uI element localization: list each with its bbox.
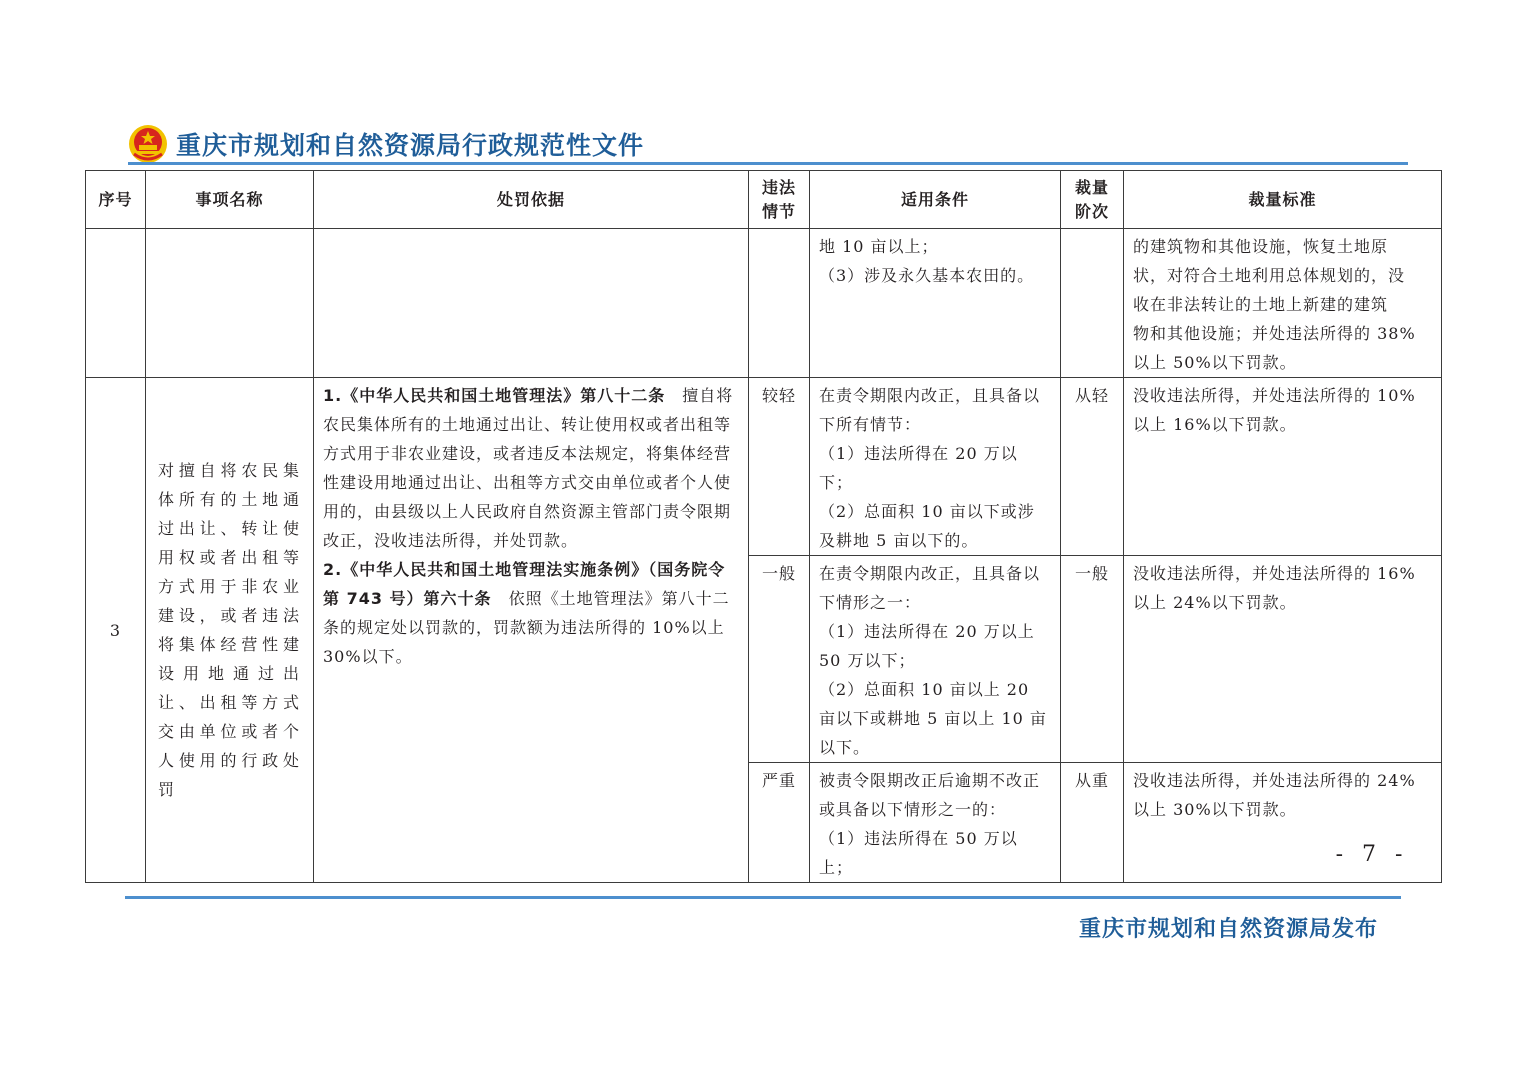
item-seq: 3 bbox=[86, 378, 146, 883]
footer-publisher: 重庆市规划和自然资源局发布 bbox=[1078, 917, 1378, 942]
col-header-seq: 序号 bbox=[86, 171, 146, 229]
document-header bbox=[128, 120, 644, 168]
tier-cell bbox=[1061, 763, 1124, 883]
header-rule bbox=[128, 162, 1408, 165]
cell-empty bbox=[1061, 229, 1124, 378]
condition-line: （1）违法所得在 50 万以上； bbox=[819, 829, 1018, 877]
standard-line: 收在非法转让的土地上新建的建筑 bbox=[1133, 295, 1389, 314]
cell-condition bbox=[810, 229, 1061, 378]
table-header-row bbox=[86, 171, 1442, 229]
item-basis bbox=[314, 378, 748, 671]
standard-text: 没收违法所得，并处违法所得的 16%以上 24%以下罚款。 bbox=[1133, 564, 1416, 612]
col-header-basis: 处罚依据 bbox=[314, 171, 749, 229]
circumstance-text: 一般 bbox=[761, 564, 796, 583]
standard-line: 状，对符合土地利用总体规划的，没 bbox=[1133, 266, 1406, 285]
tier-cell bbox=[1061, 378, 1124, 556]
tier-cell bbox=[1061, 556, 1124, 763]
col-header-circumstance-text: 违法 情节 bbox=[761, 177, 796, 221]
col-header-tier bbox=[1061, 171, 1124, 229]
condition-line: （1）违法所得在 20 万以下； bbox=[819, 444, 1018, 492]
basis-title: 2.《中华人民共和国土地管理法实施条例》（国务院令第 743 号）第六十条 bbox=[323, 560, 726, 608]
basis-title: 1.《中华人民共和国土地管理法》第八十二条 bbox=[323, 386, 666, 405]
item-name-cell bbox=[146, 378, 314, 883]
condition-line: （2）总面积 10 亩以下或涉及耕地 5 亩以下的。 bbox=[819, 502, 1035, 550]
circumstance-text: 严重 bbox=[761, 771, 796, 790]
col-header-name: 事项名称 bbox=[146, 171, 314, 229]
header-title: 重庆市规划和自然资源局行政规范性文件 bbox=[176, 131, 645, 160]
condition-line: 在责令期限内改正，且具备以下情形之一： bbox=[819, 564, 1041, 612]
national-emblem-icon bbox=[128, 124, 168, 164]
condition-cell bbox=[810, 378, 1061, 556]
condition-line: （3）涉及永久基本农田的。 bbox=[819, 266, 1035, 285]
standard-line: 的建筑物和其他设施，恢复土地原 bbox=[1133, 237, 1389, 256]
tier-text: 一般 bbox=[1074, 564, 1109, 583]
condition-text bbox=[810, 229, 1060, 290]
circumstance-cell bbox=[749, 763, 810, 883]
circumstance-cell bbox=[749, 378, 810, 556]
cell-empty bbox=[314, 229, 749, 378]
circumstance-cell bbox=[749, 556, 810, 763]
col-header-tier-text: 裁量 阶次 bbox=[1074, 177, 1109, 221]
condition-line: 在责令期限内改正，且具备以下所有情节： bbox=[819, 386, 1041, 434]
standard-cell bbox=[1124, 378, 1442, 556]
condition-line: 被责令限期改正后逾期不改正或具备以下情形之一的： bbox=[819, 771, 1041, 819]
standard-cell bbox=[1124, 556, 1442, 763]
item-name: 对擅自将农民集体所有的土地通过出让、转让使用权或者出租等方式用于非农业建设，或者违法将集体经营性建设用地通过出让、出租等方式交由单位或者个人使用的行政处罚 bbox=[158, 461, 301, 799]
item-basis-cell bbox=[314, 378, 749, 883]
condition-cell bbox=[810, 556, 1061, 763]
condition-text bbox=[810, 556, 1060, 762]
tier-text: 从轻 bbox=[1074, 386, 1109, 405]
basis-text: 依照《土地管理法》第八十二条的规定处以罚款的，罚款额为违法所得的 10%以上 30%以下。 bbox=[323, 589, 730, 666]
standard-line: 物和其他设施；并处违法所得的 38% bbox=[1133, 324, 1416, 343]
cell-standard bbox=[1124, 229, 1442, 378]
condition-line: （1）违法所得在 20 万以上 50 万以下； bbox=[819, 622, 1035, 670]
cell-empty bbox=[86, 229, 146, 378]
col-header-standard: 裁量标准 bbox=[1124, 171, 1442, 229]
page-number: - 7 - bbox=[1335, 842, 1409, 867]
penalty-table bbox=[85, 170, 1442, 883]
standard-line: 以上 50%以下罚款。 bbox=[1133, 353, 1297, 372]
basis-paragraph-2 bbox=[323, 555, 739, 671]
footer-rule bbox=[125, 896, 1401, 899]
cell-empty bbox=[146, 229, 314, 378]
table-row-level-light bbox=[86, 378, 1442, 556]
tier-text: 从重 bbox=[1074, 771, 1109, 790]
standard-text: 没收违法所得，并处违法所得的 10%以上 16%以下罚款。 bbox=[1133, 386, 1416, 434]
basis-text: 擅自将农民集体所有的土地通过出让、转让使用权或者出租等方式用于非农业建设，或者违反本法规定，将集体经营性建设用地通过出让、出租等方式交由单位或者个人使用的，由县级以上人民政府自然资源主管部门责令限期改正，没收违法所得，并处罚款。 bbox=[323, 386, 734, 550]
condition-text bbox=[810, 763, 1060, 882]
condition-line: 地 10 亩以上； bbox=[819, 237, 939, 256]
condition-text bbox=[810, 378, 1060, 555]
col-header-conditions: 适用条件 bbox=[810, 171, 1061, 229]
standard-text bbox=[1124, 229, 1441, 377]
basis-paragraph-1 bbox=[323, 381, 739, 555]
standard-text: 没收违法所得，并处违法所得的 24%以上 30%以下罚款。 bbox=[1133, 771, 1416, 819]
col-header-circumstance bbox=[749, 171, 810, 229]
table-row-continuation bbox=[86, 229, 1442, 378]
circumstance-text: 较轻 bbox=[761, 386, 796, 405]
condition-line: （2）总面积 10 亩以上 20 亩以下或耕地 5 亩以上 10 亩以下。 bbox=[819, 680, 1047, 757]
condition-cell bbox=[810, 763, 1061, 883]
cell-empty bbox=[749, 229, 810, 378]
